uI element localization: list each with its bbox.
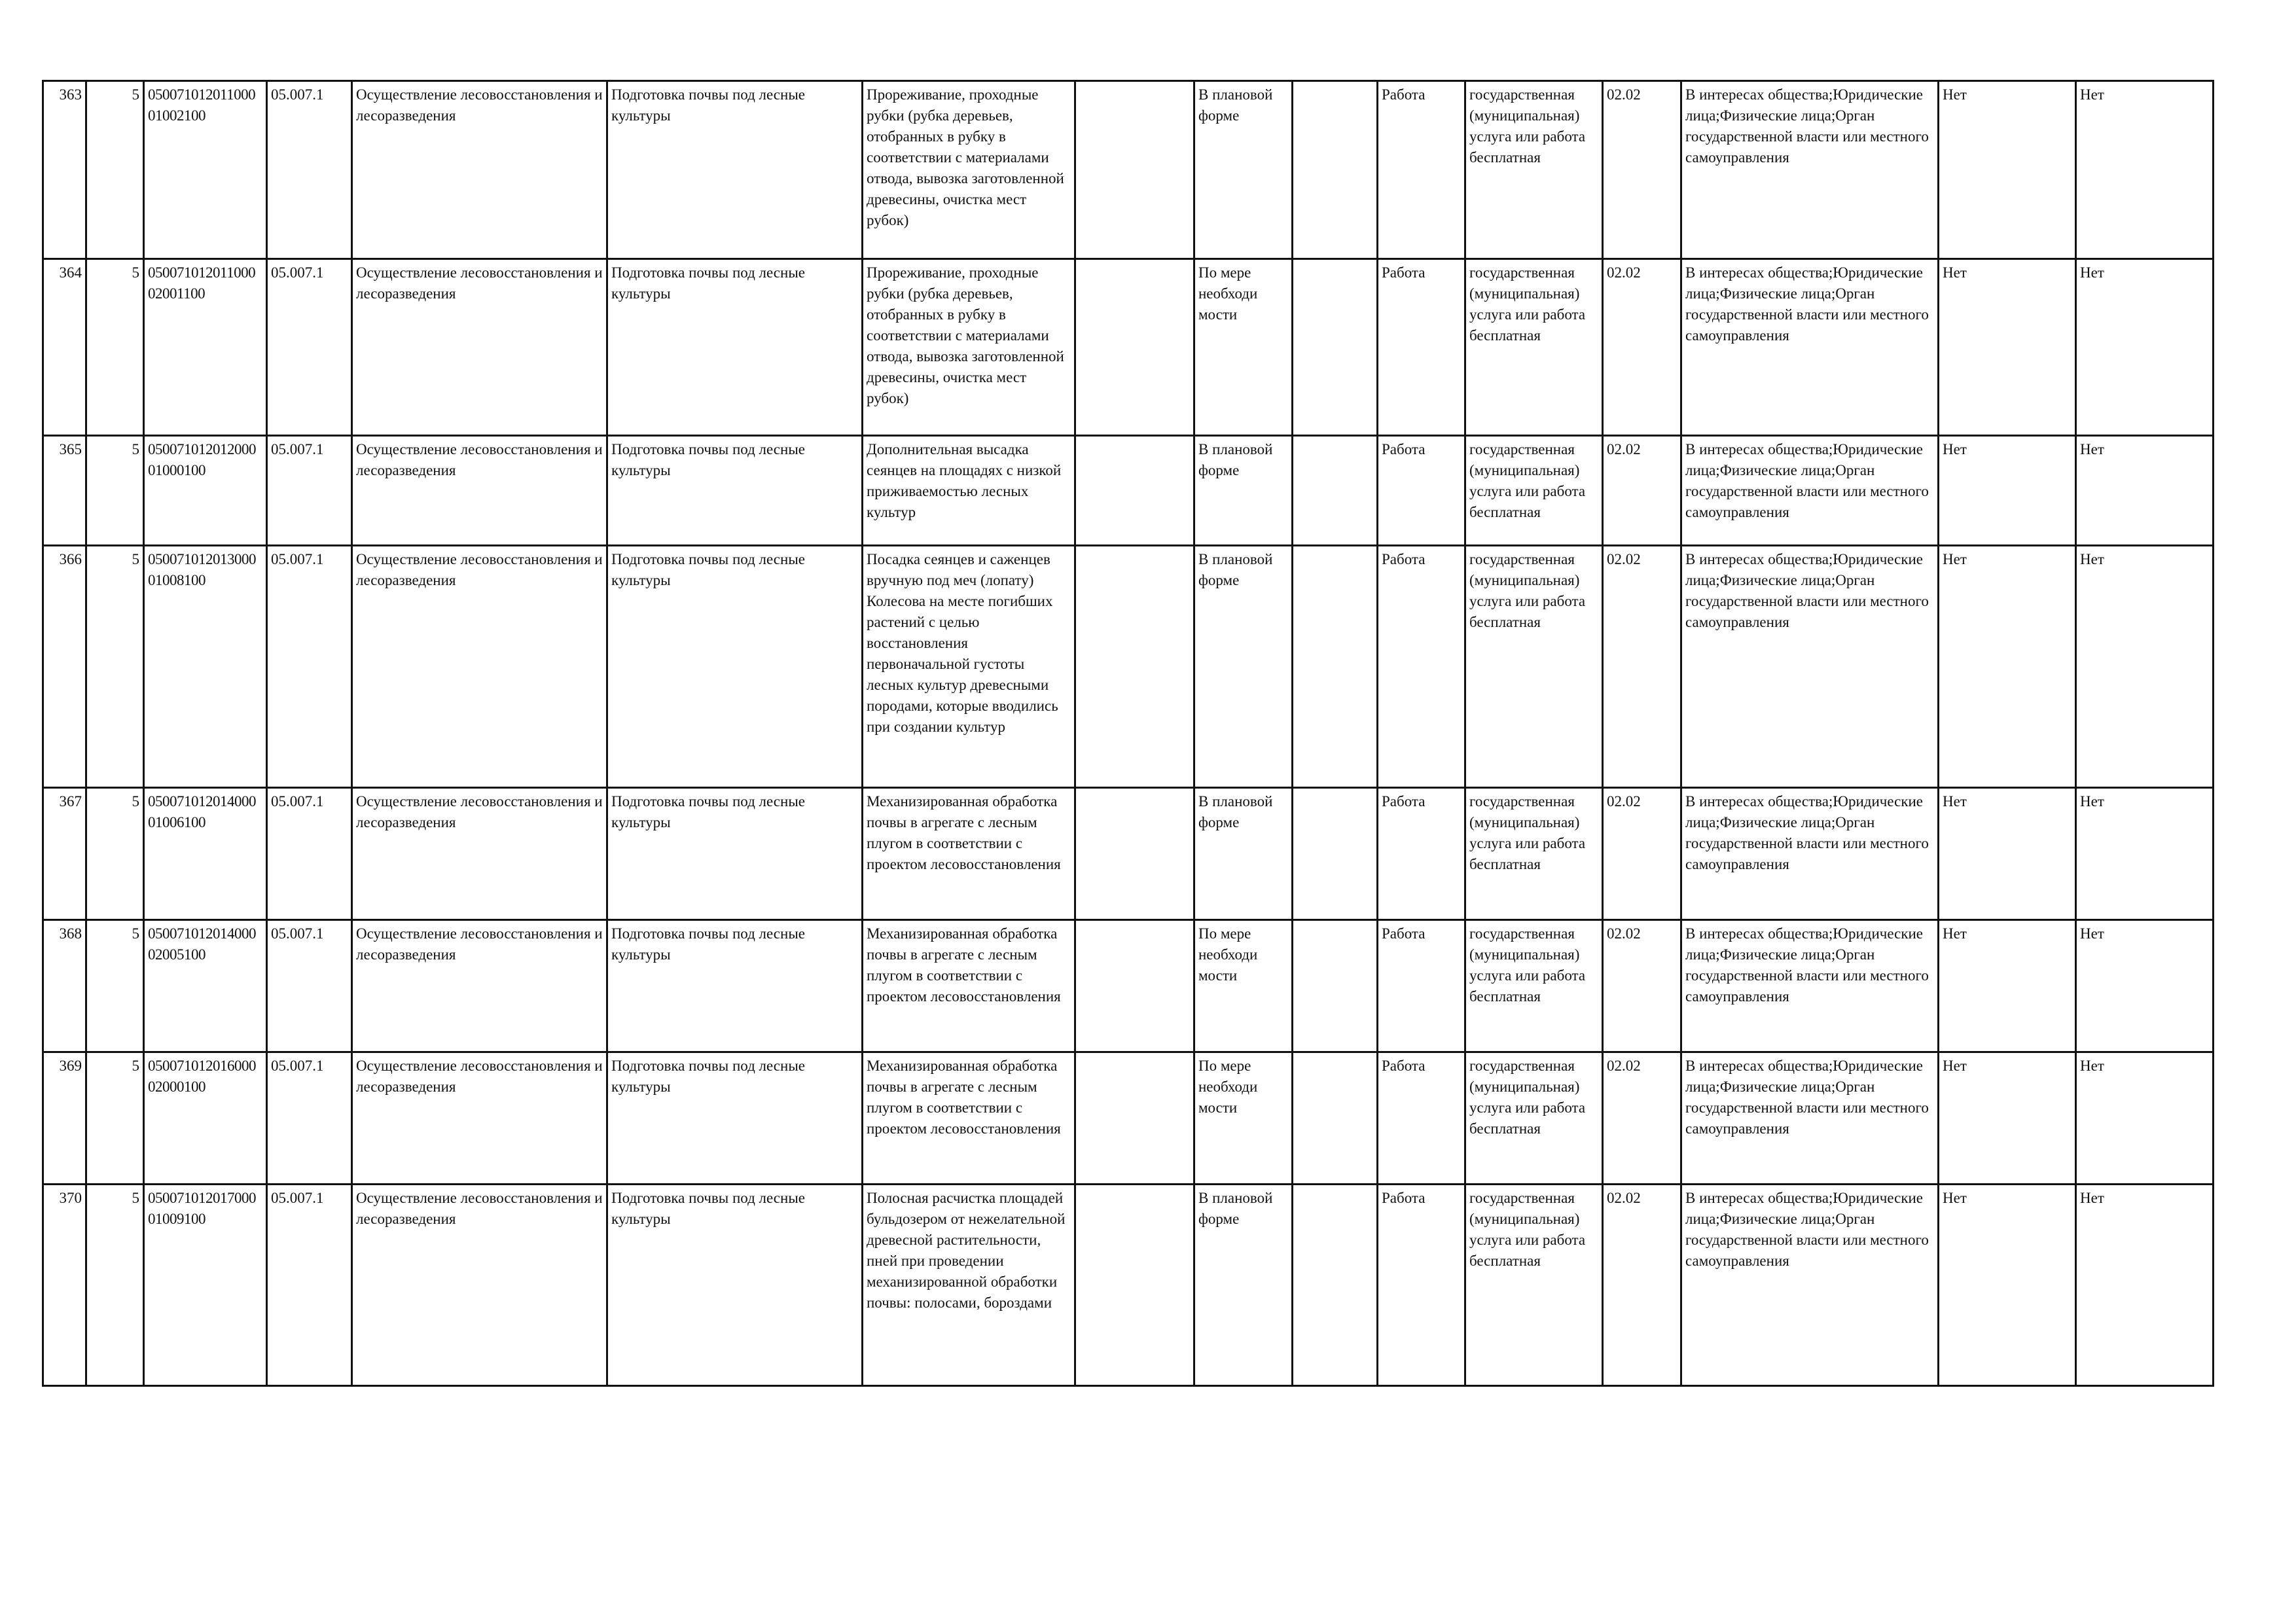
blank-cell (1293, 259, 1378, 436)
work-name: Подготовка почвы под лесные культуры (607, 920, 863, 1052)
registry-code: 05007101201400002005100 (144, 920, 267, 1052)
work-name: Подготовка почвы под лесные культуры (607, 81, 863, 259)
category-code: 02.02 (1603, 1185, 1681, 1386)
item-type: Работа (1378, 920, 1465, 1052)
row-number: 365 (43, 436, 86, 546)
activity-name: Осуществление лесовосстановления и лесоразведения (352, 81, 607, 259)
category-code: 02.02 (1603, 436, 1681, 546)
work-content: Механизированная обработка почвы в агрегате с лесным плугом в соответствии с проектом лесовосстановления (863, 920, 1075, 1052)
table-row (43, 1052, 2214, 1185)
consumer-categories: В интересах общества;Юридические лица;Физические лица;Орган государственной власти или местного самоуправления (1681, 81, 1939, 259)
work-content: Полосная расчистка площадей бульдозером от нежелательной древесной растительности, пней при проведении механизированной обработки почвы: полосами, бороздами (863, 1185, 1075, 1386)
work-content: Прореживание, проходные рубки (рубка деревьев, отобранных в рубку в соответствии с материалами отвода, вывозка заготовленной древесины, очистка мест рубок) (863, 259, 1075, 436)
okved-code: 05.007.1 (267, 1185, 352, 1386)
row-section: 5 (86, 546, 144, 788)
activity-name: Осуществление лесовосстановления и лесоразведения (352, 1052, 607, 1185)
work-name: Подготовка почвы под лесные культуры (607, 259, 863, 436)
category-code: 02.02 (1603, 81, 1681, 259)
registry-code: 05007101201200001000100 (144, 436, 267, 546)
blank-cell (1075, 1185, 1194, 1386)
work-content: Дополнительная высадка сеянцев на площадях с низкой приживаемостью лесных культур (863, 436, 1075, 546)
blank-cell (1075, 1052, 1194, 1185)
activity-name: Осуществление лесовосстановления и лесоразведения (352, 788, 607, 920)
registry-sheet (42, 80, 2212, 1387)
payment-status: государственная (муниципальная) услуга или работа бесплатная (1465, 436, 1603, 546)
flag-1: Нет (1939, 259, 2076, 436)
blank-cell (1075, 259, 1194, 436)
consumer-categories: В интересах общества;Юридические лица;Физические лица;Орган государственной власти или местного самоуправления (1681, 436, 1939, 546)
item-type: Работа (1378, 259, 1465, 436)
flag-1: Нет (1939, 81, 2076, 259)
flag-1: Нет (1939, 920, 2076, 1052)
okved-code: 05.007.1 (267, 436, 352, 546)
payment-status: государственная (муниципальная) услуга или работа бесплатная (1465, 1052, 1603, 1185)
blank-cell (1075, 546, 1194, 788)
row-number: 369 (43, 1052, 86, 1185)
row-number: 364 (43, 259, 86, 436)
row-section: 5 (86, 81, 144, 259)
row-number: 370 (43, 1185, 86, 1386)
delivery-form: В плановой форме (1194, 1185, 1293, 1386)
blank-cell (1293, 1052, 1378, 1185)
blank-cell (1293, 1185, 1378, 1386)
flag-2: Нет (2076, 920, 2214, 1052)
flag-2: Нет (2076, 1185, 2214, 1386)
payment-status: государственная (муниципальная) услуга или работа бесплатная (1465, 1185, 1603, 1386)
consumer-categories: В интересах общества;Юридические лица;Физические лица;Орган государственной власти или местного самоуправления (1681, 546, 1939, 788)
activity-name: Осуществление лесовосстановления и лесоразведения (352, 436, 607, 546)
registry-code: 05007101201400001006100 (144, 788, 267, 920)
blank-cell (1075, 788, 1194, 920)
registry-code: 05007101201700001009100 (144, 1185, 267, 1386)
blank-cell (1075, 436, 1194, 546)
work-name: Подготовка почвы под лесные культуры (607, 1052, 863, 1185)
work-content: Механизированная обработка почвы в агрегате с лесным плугом в соответствии с проектом лесовосстановления (863, 788, 1075, 920)
consumer-categories: В интересах общества;Юридические лица;Физические лица;Орган государственной власти или местного самоуправления (1681, 788, 1939, 920)
table-row (43, 259, 2214, 436)
consumer-categories: В интересах общества;Юридические лица;Физические лица;Орган государственной власти или местного самоуправления (1681, 259, 1939, 436)
flag-2: Нет (2076, 788, 2214, 920)
flag-1: Нет (1939, 1052, 2076, 1185)
work-content: Прореживание, проходные рубки (рубка деревьев, отобранных в рубку в соответствии с материалами отвода, вывозка заготовленной древесины, очистка мест рубок) (863, 81, 1075, 259)
work-name: Подготовка почвы под лесные культуры (607, 546, 863, 788)
payment-status: государственная (муниципальная) услуга или работа бесплатная (1465, 788, 1603, 920)
item-type: Работа (1378, 1185, 1465, 1386)
row-number: 368 (43, 920, 86, 1052)
registry-table (42, 80, 2214, 1387)
row-section: 5 (86, 920, 144, 1052)
item-type: Работа (1378, 788, 1465, 920)
okved-code: 05.007.1 (267, 788, 352, 920)
table-row (43, 1185, 2214, 1386)
row-section: 5 (86, 1185, 144, 1386)
flag-2: Нет (2076, 546, 2214, 788)
delivery-form: По мере необходи мости (1194, 259, 1293, 436)
consumer-categories: В интересах общества;Юридические лица;Физические лица;Орган государственной власти или местного самоуправления (1681, 1052, 1939, 1185)
flag-2: Нет (2076, 259, 2214, 436)
flag-1: Нет (1939, 436, 2076, 546)
payment-status: государственная (муниципальная) услуга или работа бесплатная (1465, 81, 1603, 259)
work-name: Подготовка почвы под лесные культуры (607, 1185, 863, 1386)
flag-2: Нет (2076, 81, 2214, 259)
flag-2: Нет (2076, 1052, 2214, 1185)
consumer-categories: В интересах общества;Юридические лица;Физические лица;Орган государственной власти или местного самоуправления (1681, 920, 1939, 1052)
work-name: Подготовка почвы под лесные культуры (607, 436, 863, 546)
table-row (43, 788, 2214, 920)
activity-name: Осуществление лесовосстановления и лесоразведения (352, 1185, 607, 1386)
activity-name: Осуществление лесовосстановления и лесоразведения (352, 259, 607, 436)
okved-code: 05.007.1 (267, 1052, 352, 1185)
payment-status: государственная (муниципальная) услуга или работа бесплатная (1465, 259, 1603, 436)
delivery-form: По мере необходи мости (1194, 920, 1293, 1052)
work-content: Посадка сеянцев и саженцев вручную под меч (лопату) Колесова на месте погибших растений с целью восстановления первоначальной густоты лесных культур древесными породами, которые вводились при создании культур (863, 546, 1075, 788)
category-code: 02.02 (1603, 788, 1681, 920)
blank-cell (1293, 788, 1378, 920)
flag-2: Нет (2076, 436, 2214, 546)
delivery-form: В плановой форме (1194, 546, 1293, 788)
okved-code: 05.007.1 (267, 81, 352, 259)
registry-code: 05007101201600002000100 (144, 1052, 267, 1185)
row-number: 363 (43, 81, 86, 259)
blank-cell (1075, 920, 1194, 1052)
category-code: 02.02 (1603, 546, 1681, 788)
row-section: 5 (86, 259, 144, 436)
item-type: Работа (1378, 546, 1465, 788)
registry-code: 05007101201100001002100 (144, 81, 267, 259)
category-code: 02.02 (1603, 259, 1681, 436)
registry-code: 05007101201300001008100 (144, 546, 267, 788)
delivery-form: В плановой форме (1194, 436, 1293, 546)
row-number: 367 (43, 788, 86, 920)
row-section: 5 (86, 788, 144, 920)
row-section: 5 (86, 436, 144, 546)
item-type: Работа (1378, 1052, 1465, 1185)
registry-code: 05007101201100002001100 (144, 259, 267, 436)
work-name: Подготовка почвы под лесные культуры (607, 788, 863, 920)
item-type: Работа (1378, 436, 1465, 546)
consumer-categories: В интересах общества;Юридические лица;Физические лица;Орган государственной власти или местного самоуправления (1681, 1185, 1939, 1386)
payment-status: государственная (муниципальная) услуга или работа бесплатная (1465, 920, 1603, 1052)
table-row (43, 546, 2214, 788)
blank-cell (1293, 920, 1378, 1052)
flag-1: Нет (1939, 788, 2076, 920)
delivery-form: В плановой форме (1194, 81, 1293, 259)
delivery-form: В плановой форме (1194, 788, 1293, 920)
flag-1: Нет (1939, 1185, 2076, 1386)
blank-cell (1293, 436, 1378, 546)
table-row (43, 81, 2214, 259)
okved-code: 05.007.1 (267, 259, 352, 436)
payment-status: государственная (муниципальная) услуга или работа бесплатная (1465, 546, 1603, 788)
blank-cell (1293, 546, 1378, 788)
delivery-form: По мере необходи мости (1194, 1052, 1293, 1185)
okved-code: 05.007.1 (267, 546, 352, 788)
flag-1: Нет (1939, 546, 2076, 788)
blank-cell (1293, 81, 1378, 259)
blank-cell (1075, 81, 1194, 259)
activity-name: Осуществление лесовосстановления и лесоразведения (352, 920, 607, 1052)
row-section: 5 (86, 1052, 144, 1185)
activity-name: Осуществление лесовосстановления и лесоразведения (352, 546, 607, 788)
item-type: Работа (1378, 81, 1465, 259)
work-content: Механизированная обработка почвы в агрегате с лесным плугом в соответствии с проектом лесовосстановления (863, 1052, 1075, 1185)
category-code: 02.02 (1603, 920, 1681, 1052)
row-number: 366 (43, 546, 86, 788)
category-code: 02.02 (1603, 1052, 1681, 1185)
okved-code: 05.007.1 (267, 920, 352, 1052)
table-row (43, 920, 2214, 1052)
table-row (43, 436, 2214, 546)
